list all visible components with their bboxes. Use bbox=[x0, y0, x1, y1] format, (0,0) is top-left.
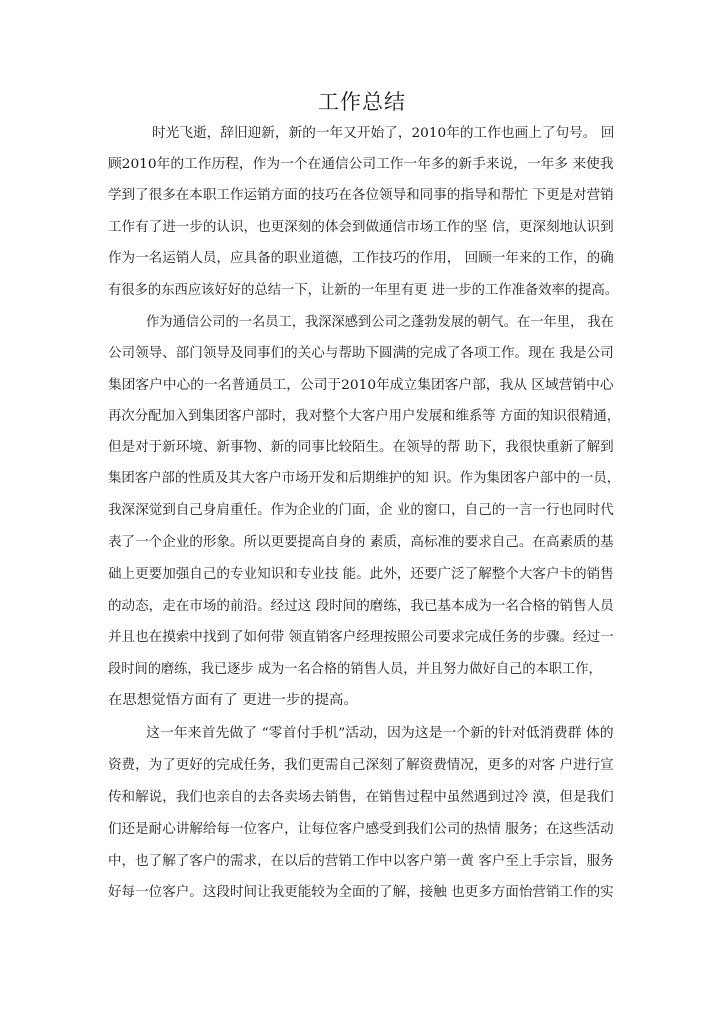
paragraph-line: 在思想觉悟方面有了 更进一步的提高。 bbox=[108, 693, 358, 708]
paragraph-line: 段时间的磨练，我已逐步 成为一名合格的销售人员，并且努力做好自己的本职工作， bbox=[108, 662, 602, 677]
paragraph-line: 作为一名运销人员，应具备的职业道德，工作技巧的作用， 回顾一年来的工作，的确 bbox=[108, 251, 614, 266]
paragraph-line: 好每一位客户。这段时间让我更能较为全面的了解，接触 也更多方面怡营销工作的实 bbox=[108, 885, 614, 900]
paragraph-line: 传和解说，我们也亲自的去各卖场去销售，在销售过程中虽然遇到过冷 漠，但是我们 bbox=[108, 790, 614, 805]
page-title: 工作总结 bbox=[318, 90, 406, 114]
paragraph-line: 公司领导、部门领导及同事们的关心与帮助下圆满的完成了各项工作。现在 我是公司 bbox=[108, 346, 614, 361]
paragraph-line: 学到了很多在本职工作运销方面的技巧在各位领导和同事的指导和帮忙 下更是对营销 bbox=[108, 188, 614, 203]
paragraph-line: 们还是耐心讲解给每一位客户，让每位客户感受到我们公司的热情 服务；在这些活动 bbox=[108, 822, 614, 837]
paragraph-line: 我深深觉到自己身肩重任。作为企业的门面，企 业的窗口，自己的一言一行也同时代 bbox=[108, 503, 614, 518]
paragraph-line: 再次分配加入到集团客户部时，我对整个大客户用户发展和维系等 方面的知识很精通， bbox=[108, 409, 621, 424]
paragraph-line: 中，也了解了客户的需求，在以后的营销工作中以客户第一黄 客户至上手宗旨，服务 bbox=[108, 854, 614, 869]
paragraph-line: 作为通信公司的一名员工，我深深感到公司之蓬勃发展的朝气。在一年里， 我在 bbox=[146, 315, 614, 330]
paragraph-line: 工作有了进一步的认识，也更深刻的体会到做通信市场工作的坚 信，更深刻地认识到 bbox=[108, 220, 614, 235]
paragraph-line: 的动态，走在市场的前沿。经过这 段时间的磨练，我已基本成为一名合格的销售人员 bbox=[108, 599, 614, 614]
paragraph-line: 集团客户部的性质及其大客户市场开发和后期维护的知 识。作为集团客户部中的一员， bbox=[108, 471, 621, 486]
paragraph-line: 表了一个企业的形象。所以更要提高自身的 素质，高标准的要求自己。在高素质的基 bbox=[108, 535, 614, 550]
paragraph-line: 但是对于新环境、新事物、新的同事比较陌生。在领导的帮 助下，我很快重新了解到 bbox=[108, 440, 614, 455]
paragraph-line: 资费，为了更好的完成任务，我们更需自己深刻了解资费情况，更多的对客 户进行宣 bbox=[108, 758, 614, 773]
paragraph-line: 集团客户中心的一名普通员工，公司于2010年成立集团客户部，我从 区域营销中心 bbox=[108, 378, 614, 393]
paragraph-line: 有很多的东西应该好好的总结一下，让新的一年里有更 进一步的工作准备效率的提高。 bbox=[108, 283, 619, 298]
paragraph-line: 础上更要加强自己的专业知识和专业技 能。此外，还要广泛了解整个大客户卡的销售 bbox=[108, 567, 614, 582]
paragraph-line: 顾2010年的工作历程，作为一个在通信公司工作一年多的新手来说，一年多 来使我 bbox=[108, 157, 614, 172]
paragraph-line: 时光飞逝，辞旧迎新，新的一年又开始了，2010年的工作也画上了句号。 回 bbox=[152, 126, 615, 141]
paragraph-line: 并且也在摸索中找到了如何带 领直销客户经理按照公司要求完成任务的步骤。经过一 bbox=[108, 630, 614, 645]
paragraph-line: 这一年来首先做了 “零首付手机”活动，因为这是一个新的针对低消费群 体的 bbox=[146, 726, 614, 741]
